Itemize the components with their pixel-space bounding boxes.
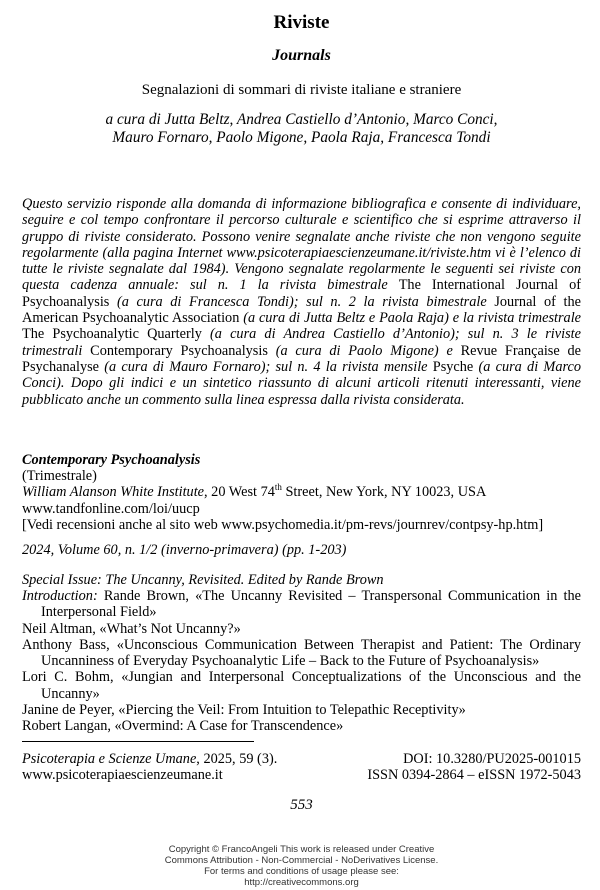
- intro-text-run: (a cura di Paolo Migone) e: [275, 342, 461, 359]
- toc-item: [22, 669, 581, 702]
- journal-title-run: Contemporary Psychoanalysis: [90, 342, 276, 359]
- journal-title-run: Revue Française de Psychanalyse: [22, 342, 581, 375]
- publisher-name: William Alanson White Institute: [22, 484, 205, 501]
- page-footer: [22, 741, 581, 889]
- toc-item: [22, 718, 581, 734]
- copyright-line: Commons Attribution - Non-Commercial - NoDerivatives License.: [164, 854, 439, 866]
- toc-item: [22, 637, 581, 670]
- footer-journal-info: [22, 751, 277, 784]
- superscript-th: th: [274, 482, 282, 493]
- journal-website: www.tandfonline.com/loi/uucp: [22, 500, 200, 517]
- journal-issue-line: 2024, Volume 60, n. 1/2 (inverno-primavera) (pp. 1-203): [22, 542, 347, 559]
- toc-item-text: Neil Altman, «What’s Not Uncanny?»: [22, 620, 241, 637]
- footer-website: www.psicoterapiaescienzeumane.it: [22, 766, 223, 783]
- journal-title-run: The International Journal of Psychoanalysis: [22, 277, 581, 310]
- toc-item: [22, 702, 581, 718]
- toc-item-text: Rande Brown, «The Uncanny Revisited – Transpersonal Communication in the Interpersonal Field»: [41, 587, 581, 621]
- copyright-line: Copyright © FrancoAngeli This work is released under Creative: [168, 843, 435, 855]
- journal-name: Contemporary Psychoanalysis: [22, 451, 201, 468]
- issn-line: ISSN 0394-2864 – eISSN 1972-5043: [367, 766, 581, 783]
- intro-text-run: Questo servizio risponde alla domanda di informazione bibliografica e consente di individuare, seguire e col tempo confrontare il percorso culturale e scientifico che si esprime attraverso il gruppo di riviste considerato. Possono venire segnalate anche riviste che non vengono seguite regolarmente (alla pagina Internet www.psicoterapiaescienzeumane.it/riviste.htm vi è l’elenco di tutte le riviste segnalate dal 1984). Vengono segnalate regolarmente le seguenti sei riviste con questa cadenza annuale: sul n. 1 la rivista bimestrale: [22, 196, 581, 294]
- toc-item-lead: Introduction:: [22, 587, 98, 604]
- footer-journal-line: [22, 751, 277, 767]
- copyright-line: http://creativecommons.org: [244, 877, 359, 889]
- doi-line: DOI: 10.3280/PU2025-001015: [403, 750, 581, 767]
- page-subtitle-translation: Journals: [272, 47, 331, 64]
- editors-line-2: Mauro Fornaro, Paolo Migone, Paola Raja, Francesca Tondi: [112, 128, 491, 146]
- toc-item-text: Robert Langan, «Overmind: A Case for Transcendence»: [22, 718, 344, 735]
- toc-item-text: Anthony Bass, «Unconscious Communication Between Therapist and Patient: The Ordinary Uncanniness of Everyday Psychoanalytic Life – Back to the Future of Psychoanalysis»: [22, 636, 581, 670]
- footer-identifiers: [367, 751, 581, 784]
- intro-text-run: (a cura di Francesca Tondi); sul n. 2 la rivista bimestrale: [116, 293, 495, 310]
- editors-block: [22, 111, 581, 146]
- special-issue-line: Special Issue: The Uncanny, Revisited. Edited by Rande Brown: [22, 571, 384, 588]
- journal-review-note: [Vedi recensioni anche al sito web www.psychomedia.it/pm-revs/journrev/contpsy-hp.htm]: [22, 517, 544, 534]
- tagline: Segnalazioni di sommari di riviste italiane e straniere: [141, 82, 462, 98]
- table-of-contents: [22, 572, 581, 735]
- page-title: Riviste: [273, 12, 330, 33]
- address-text: , 20 West 74: [204, 484, 275, 501]
- address-text: Street, New York, NY 10023, USA: [281, 484, 487, 501]
- journal-title-run: The Psychoanalytic Quarterly: [22, 326, 211, 343]
- journal-title-run: Psyche: [432, 358, 479, 375]
- intro-text-run: (a cura di Marco Conci). Dopo gli indici e un sintetico riassunto di alcuni articoli ritenuti interessanti, viene pubblicato anche un commento sulla linea espressa dalla rivista considerata.: [22, 358, 581, 408]
- copyright-block: [22, 844, 581, 889]
- footer-journal-issue: , 2025, 59 (3).: [196, 750, 278, 767]
- toc-item-text: Janine de Peyer, «Piercing the Veil: From Intuition to Telepathic Receptivity»: [22, 702, 466, 719]
- editors-line-1: a cura di Jutta Beltz, Andrea Castiello d’Antonio, Marco Conci,: [105, 111, 498, 128]
- journal-frequency: (Trimestrale): [22, 468, 97, 485]
- journal-entry: [22, 452, 581, 559]
- intro-text-run: (a cura di Jutta Beltz e Paola Raja) e la rivista trimestrale: [243, 310, 582, 327]
- footer-journal-name: Psicoterapia e Scienze Umane: [22, 750, 197, 767]
- toc-item-text: Lori C. Bohm, «Jungian and Interpersonal Conceptualizations of the Unconscious and the Uncanny»: [22, 669, 581, 702]
- intro-paragraph: [22, 196, 581, 408]
- journal-address: [22, 484, 581, 500]
- journal-title-run: Journal of the American Psychoanalytic Association: [22, 293, 581, 327]
- page-number: 553: [290, 797, 313, 814]
- footer-columns: [22, 751, 581, 784]
- intro-text-run: (a cura di Mauro Fornaro); sul n. 4 la rivista mensile: [104, 358, 433, 375]
- intro-text-run: (a cura di Andrea Castiello d’Antonio); sul n. 3 le riviste trimestrali: [22, 326, 581, 359]
- toc-item: [22, 621, 581, 637]
- toc-item: [22, 588, 581, 621]
- footnote-rule: [22, 741, 254, 742]
- copyright-line: For terms and conditions of usage please see:: [204, 866, 399, 878]
